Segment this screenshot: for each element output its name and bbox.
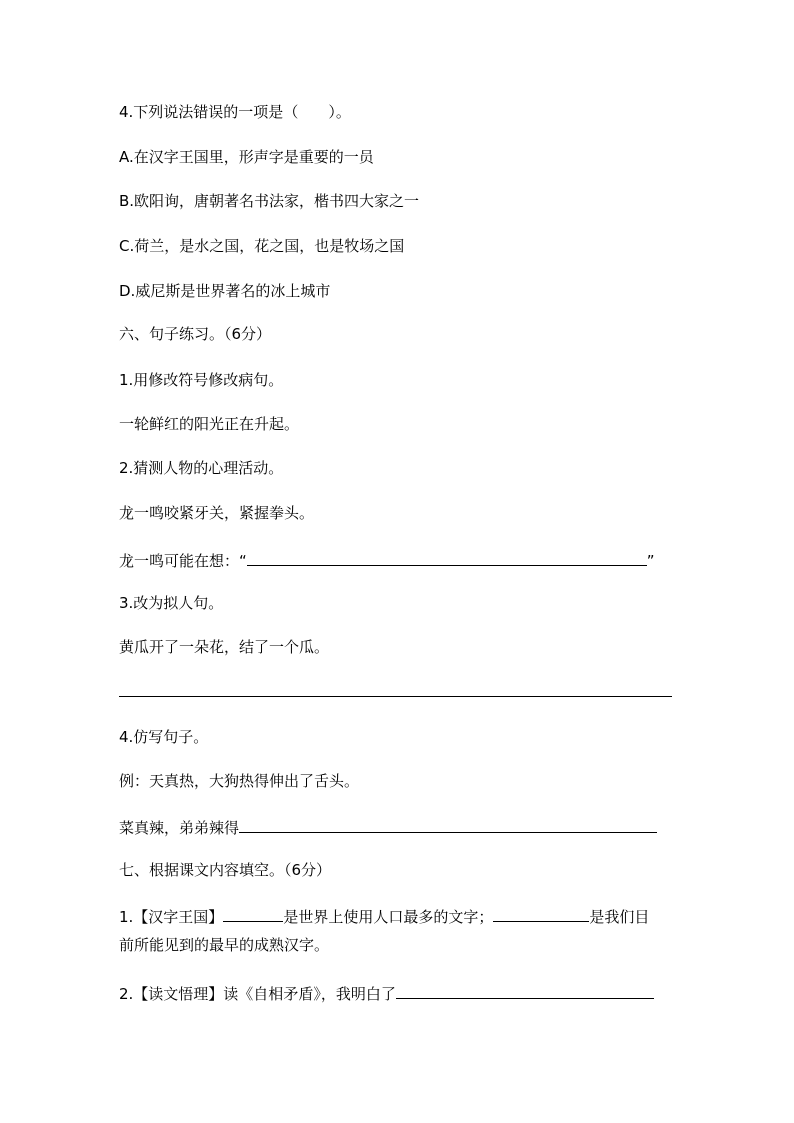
section-7-item-2-blank[interactable] bbox=[396, 982, 654, 999]
section-6-item-1-sentence: 一轮鲜红的阳光正在升起。 bbox=[119, 415, 300, 433]
item-2-text: 2.【读文悟理】读《自相矛盾》，我明白了 bbox=[119, 985, 396, 1003]
question-4-option-d: D.威尼斯是世界著名的冰上城市 bbox=[119, 282, 331, 300]
section-6-item-2-sentence: 龙一鸣咬紧牙关，紧握拳头。 bbox=[119, 504, 315, 522]
section-6-title: 六、句子练习。（6分） bbox=[119, 325, 272, 343]
section-7-item-2-line bbox=[119, 982, 654, 1004]
section-6-item-1: 1.用修改符号修改病句。 bbox=[119, 371, 284, 389]
question-4-option-b: B.欧阳询，唐朝著名书法家，楷书四大家之一 bbox=[119, 192, 420, 210]
question-4-stem: 4.下列说法错误的一项是（ ）。 bbox=[119, 103, 351, 121]
item-2-close-quote: ” bbox=[646, 552, 655, 570]
item-1-blank-1[interactable] bbox=[223, 905, 283, 922]
item-1-blank-2[interactable] bbox=[493, 905, 589, 922]
section-7-title: 七、根据课文内容填空。（6分） bbox=[119, 861, 332, 879]
section-6-item-3-sentence: 黄瓜开了一朵花，结了一个瓜。 bbox=[119, 638, 330, 656]
item-2-prompt: 龙一鸣可能在想：“ bbox=[119, 552, 247, 570]
section-6-item-2: 2.猜测人物的心理活动。 bbox=[119, 459, 284, 477]
section-7-item-1-line-2: 前所能见到的最早的成熟汉字。 bbox=[119, 936, 330, 954]
item-2-answer-blank[interactable] bbox=[247, 549, 647, 566]
section-6-item-3: 3.改为拟人句。 bbox=[119, 594, 224, 612]
section-6-item-4-example: 例：天真热，大狗热得伸出了舌头。 bbox=[119, 772, 360, 790]
item-4-answer-blank[interactable] bbox=[239, 816, 657, 833]
item-3-answer-blank[interactable] bbox=[119, 696, 672, 697]
question-4-option-c: C.荷兰，是水之国，花之国，也是牧场之国 bbox=[119, 237, 405, 255]
item-1-label: 1.【汉字王国】 bbox=[119, 908, 224, 926]
section-6-item-2-answer-line bbox=[119, 549, 655, 571]
item-1-text-c: 是我们目 bbox=[589, 908, 650, 926]
section-6-item-4-answer-line bbox=[119, 816, 657, 838]
item-1-text-b: 是世界上使用人口最多的文字； bbox=[283, 908, 494, 926]
section-6-item-4: 4.仿写句子。 bbox=[119, 728, 209, 746]
section-7-item-1-line-1 bbox=[119, 905, 649, 927]
item-4-prompt: 菜真辣，弟弟辣得 bbox=[119, 819, 240, 837]
question-4-option-a: A.在汉字王国里，形声字是重要的一员 bbox=[119, 148, 374, 166]
